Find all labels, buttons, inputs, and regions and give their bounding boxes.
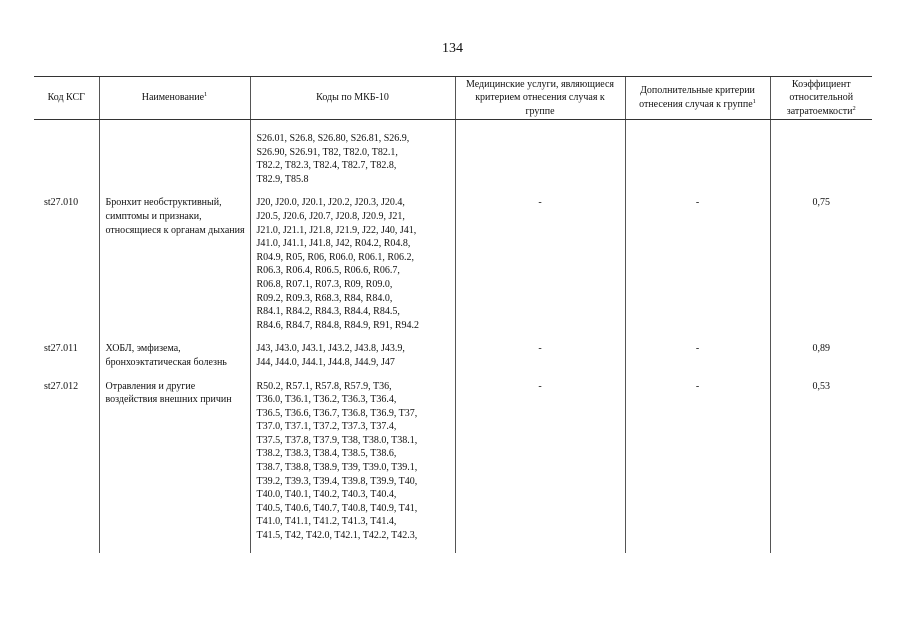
header-additional-criteria: Дополнительные критерии отнесения случая к группе$^1$ (625, 77, 770, 120)
mkb-line: T41.5, T42, T42.0, T42.1, T42.2, T42.3, (256, 530, 418, 542)
cell-code (34, 120, 99, 197)
cell-services: - (455, 342, 625, 379)
mkb-line: T40.5, T40.6, T40.7, T40.8, T40.9, T41, (256, 502, 418, 514)
cell-extra: - (625, 342, 770, 379)
mkb-line: J41.0, J41.1, J41.8, J42, R04.2, R04.8, (256, 238, 411, 250)
mkb-line: T38.7, T38.8, T38.9, T39, T39.0, T39.1, (256, 462, 418, 474)
cell-mkb-codes (250, 120, 455, 197)
header-ksg-code: Код КСГ (34, 77, 99, 120)
mkb-line: T36.0, T36.1, T36.2, T36.3, T36.4, (256, 394, 397, 406)
cell-code: st27.011 (44, 343, 78, 355)
cell-coefficient (770, 120, 872, 197)
mkb-line: R84.1, R84.2, R84.3, R84.4, R84.5, (256, 306, 400, 318)
mkb-line: T36.5, T36.6, T36.7, T36.8, T36.9, T37, (256, 407, 418, 419)
cell-mkb-codes (250, 380, 455, 553)
mkb-line: R09.2, R09.3, R68.3, R84, R84.0, (256, 292, 393, 304)
header-mkb-codes: Коды по МКБ-10 (250, 77, 455, 120)
cell-extra (625, 120, 770, 197)
cell-services: - (455, 380, 625, 553)
cell-extra: - (625, 380, 770, 553)
mkb-line: T38.2, T38.3, T38.4, T38.5, T38.6, (256, 448, 397, 460)
cell-services: - (455, 196, 625, 342)
mkb-line: J44, J44.0, J44.1, J44.8, J44.9, J47 (256, 356, 395, 368)
mkb-line: S26.01, S26.8, S26.80, S26.81, S26.9, (256, 133, 410, 144)
cell-name: Отравления и другие воздействия внешних причин (99, 380, 250, 553)
table-row-continuation (34, 120, 872, 197)
mkb-line: R50.2, R57.1, R57.8, R57.9, T36, (256, 380, 392, 392)
mkb-line: R04.9, R05, R06, R06.0, R06.1, R06.2, (256, 251, 415, 263)
mkb-line: T82.9, T85.8 (256, 173, 309, 185)
cell-coefficient: 0,89 (770, 342, 872, 379)
cell-coefficient: 0,53 (770, 380, 872, 553)
cell-extra: - (625, 196, 770, 342)
mkb-line: T82.2, T82.3, T82.4, T82.7, T82.8, (256, 160, 397, 172)
mkb-line: J21.0, J21.1, J21.8, J21.9, J22, J40, J41, (256, 224, 417, 236)
mkb-line: R84.6, R84.7, R84.8, R84.9, R91, R94.2 (256, 319, 420, 331)
table-header-row (34, 77, 872, 120)
cell-name (99, 120, 250, 197)
mkb-line: T39.2, T39.3, T39.4, T39.8, T39.9, T40, (256, 475, 418, 487)
cell-mkb-codes (250, 342, 455, 379)
mkb-line: T37.0, T37.1, T37.2, T37.3, T37.4, (256, 421, 397, 433)
cell-mkb-codes (250, 196, 455, 342)
mkb-line: R06.8, R07.1, R07.3, R09, R09.0, (256, 278, 393, 290)
cell-code: st27.010 (44, 197, 79, 209)
mkb-line: J20, J20.0, J20.1, J20.2, J20.3, J20.4, (256, 197, 405, 209)
header-medical-services: Медицинские услуги, являющиеся критерием отнесения случая к группе (455, 77, 625, 120)
cell-coefficient: 0,75 (770, 196, 872, 342)
table-row (34, 342, 872, 379)
ksg-table (34, 76, 872, 553)
header-coefficient: Коэффициент относительной затратоемкости$^2$ (770, 77, 872, 120)
header-name: Наименование$^1$ (99, 77, 250, 120)
table-row (34, 380, 872, 553)
page-number: 134 (442, 41, 463, 56)
mkb-line: T41.0, T41.1, T41.2, T41.3, T41.4, (256, 516, 397, 528)
cell-name: ХОБЛ, эмфизема, бронхоэктатическая болезнь (99, 342, 250, 379)
mkb-line: T37.5, T37.8, T37.9, T38, T38.0, T38.1, (256, 434, 418, 446)
cell-name: Бронхит необструктивный, симптомы и признаки, относящиеся к органам дыхания (99, 196, 250, 342)
mkb-line: J43, J43.0, J43.1, J43.2, J43.8, J43.9, (256, 343, 405, 355)
cell-services (455, 120, 625, 197)
cell-code: st27.012 (44, 380, 79, 392)
mkb-line: T40.0, T40.1, T40.2, T40.3, T40.4, (256, 489, 397, 501)
mkb-line: S26.90, S26.91, T82, T82.0, T82.1, (256, 146, 398, 158)
mkb-line: J20.5, J20.6, J20.7, J20.8, J20.9, J21, (256, 210, 405, 222)
mkb-line: R06.3, R06.4, R06.5, R06.6, R06.7, (256, 265, 400, 277)
table-row (34, 196, 872, 342)
